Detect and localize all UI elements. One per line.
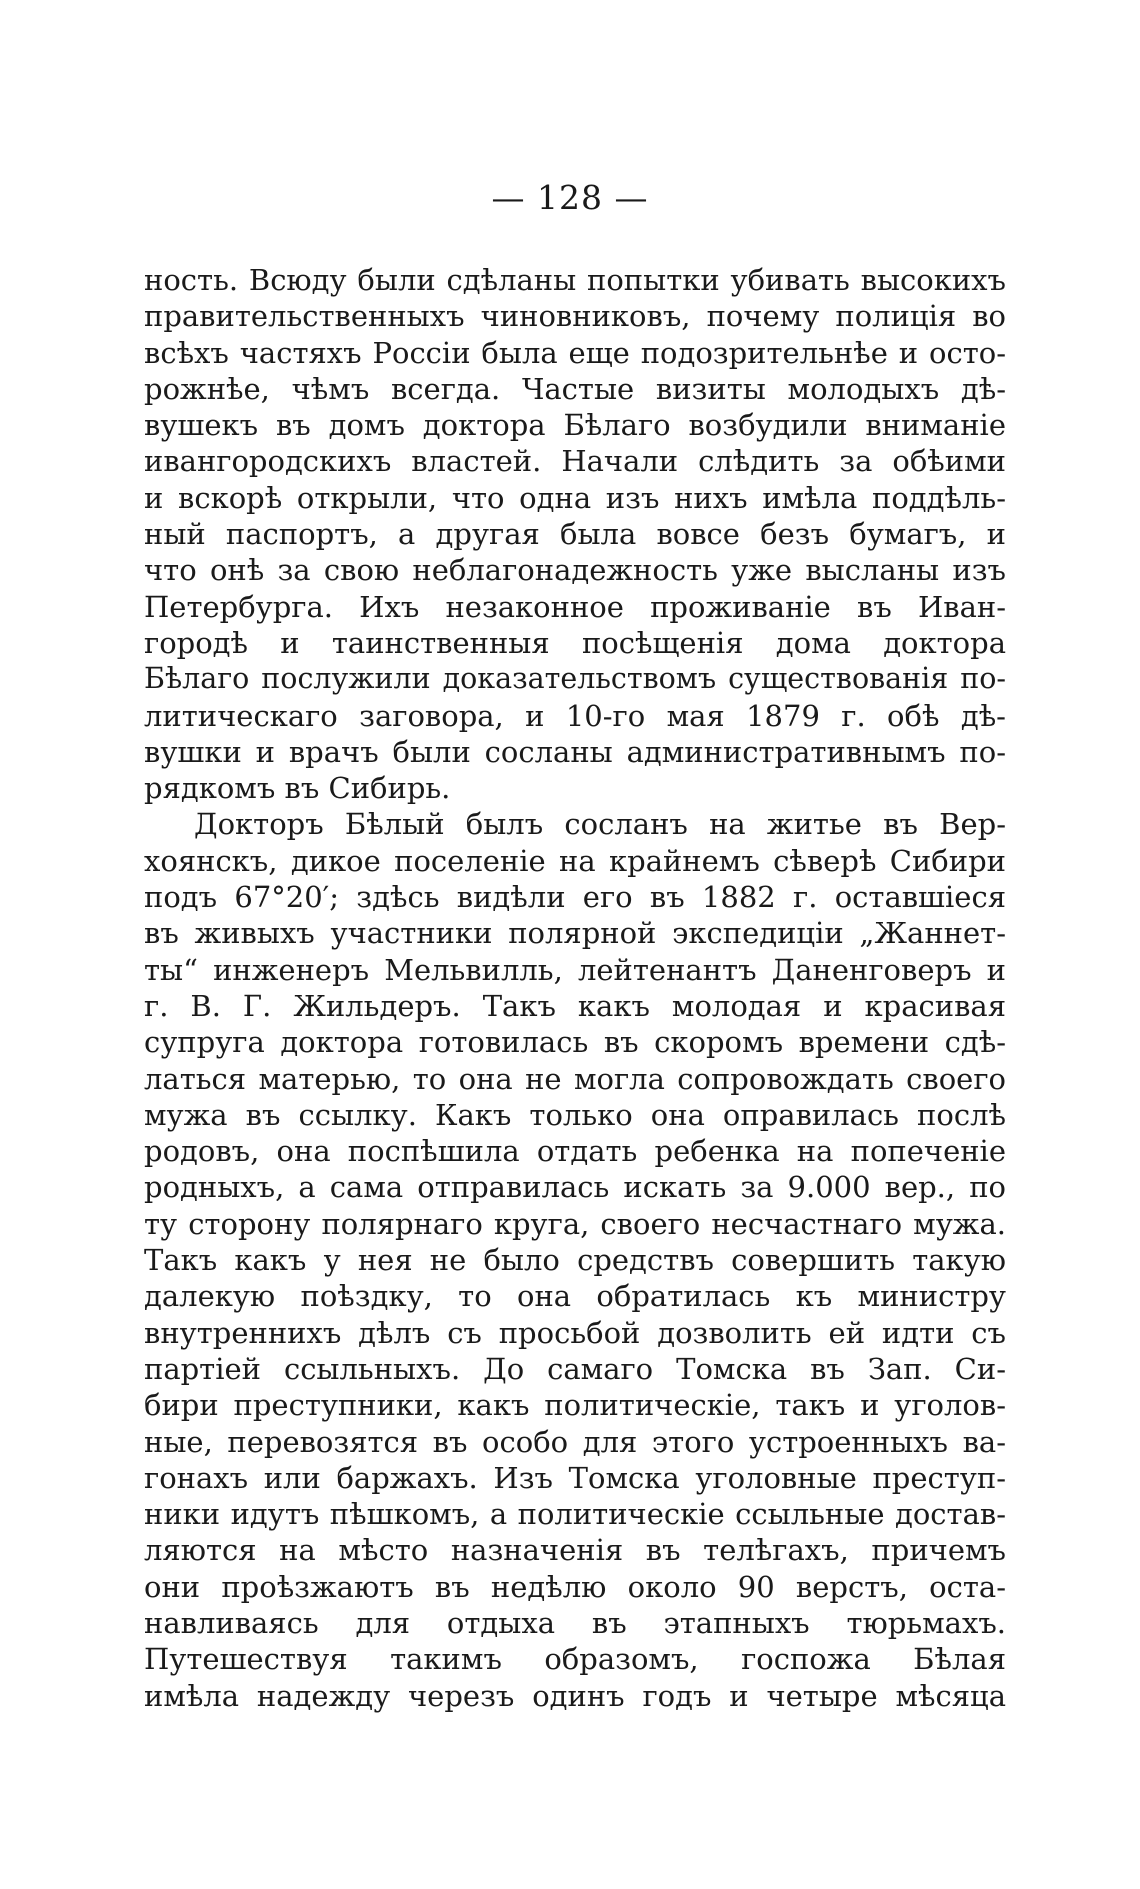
text-line: и вскорѣ открыли, что одна изъ нихъ имѣла поддѣль- bbox=[144, 480, 1006, 515]
paragraph-1 bbox=[144, 262, 1006, 806]
text-line: латься матерью, то она не могла сопровождать своего bbox=[144, 1061, 1006, 1096]
text-line: бири преступники, какъ политическіе, такъ и уголов- bbox=[144, 1388, 1006, 1423]
text-line: ный паспортъ, а другая была вовсе безъ бумагъ, и bbox=[144, 517, 1006, 552]
text-line: гонахъ или баржахъ. Изъ Томска уголовные преступ- bbox=[144, 1460, 1006, 1495]
text-line: родовъ, она поспѣшила отдать ребенка на попеченіе bbox=[144, 1134, 1006, 1169]
text-line: ные, перевозятся въ особо для этого устроенныхъ ва- bbox=[144, 1424, 1006, 1459]
text-line: литическаго заговора, и 10-го мая 1879 г. обѣ дѣ- bbox=[144, 698, 1006, 733]
text-line: городѣ и таинственныя посѣщенія дома доктора bbox=[144, 625, 1006, 660]
text-line: навливаясь для отдыха въ этапныхъ тюрьмахъ. bbox=[144, 1605, 1006, 1640]
text-line: мужа въ ссылку. Какъ только она оправилась послѣ bbox=[144, 1097, 1006, 1132]
text-line: г. В. Г. Жильдеръ. Такъ какъ молодая и красивая bbox=[144, 988, 1006, 1023]
text-line: хоянскъ, дикое поселеніе на крайнемъ сѣверѣ Сибири bbox=[144, 843, 1006, 878]
text-line: Такъ какъ у нея не было средствъ совершить такую bbox=[144, 1243, 1006, 1278]
text-line: ивангородскихъ властей. Начали слѣдить за обѣими bbox=[144, 444, 1006, 479]
text-line: Петербурга. Ихъ незаконное проживаніе въ Иван- bbox=[144, 589, 1006, 624]
text-line: вушки и врачъ были сосланы административнымъ по- bbox=[144, 734, 1006, 769]
text-line: всѣхъ частяхъ Россіи была еще подозрительнѣе и осто- bbox=[144, 335, 1006, 370]
text-line: ность. Всюду были сдѣланы попытки убивать высокихъ bbox=[144, 263, 1006, 297]
text-line: рожнѣе, чѣмъ всегда. Частые визиты молодыхъ дѣ- bbox=[144, 371, 1006, 406]
text-line: имѣла надежду черезъ одинъ годъ и четыре мѣсяца bbox=[144, 1678, 1006, 1713]
text-line: Бѣлаго послужили доказательствомъ существованія по- bbox=[144, 662, 1006, 696]
text-line: правительственныхъ чиновниковъ, почему полиція во bbox=[144, 299, 1006, 334]
text-line: рядкомъ въ Сибирь. bbox=[144, 771, 451, 806]
text-line: супруга доктора готовилась въ скоромъ времени сдѣ- bbox=[144, 1025, 1006, 1060]
text-line: родныхъ, а сама отправилась искать за 9.000 вер., по bbox=[144, 1170, 1006, 1205]
text-line: ники идутъ пѣшкомъ, а политическіе ссыльные достав- bbox=[144, 1497, 1006, 1532]
text-line: ту сторону полярнаго круга, своего несчастнаго мужа. bbox=[144, 1206, 1006, 1241]
text-line: Докторъ Бѣлый былъ сосланъ на житье въ Вер- bbox=[194, 807, 1006, 842]
text-line: внутреннихъ дѣлъ съ просьбой дозволить ей идти съ bbox=[144, 1315, 1006, 1350]
page-number: — 128 — bbox=[491, 178, 649, 217]
text-line: ляются на мѣсто назначенія въ телѣгахъ, причемъ bbox=[144, 1533, 1006, 1568]
text-line: далекую поѣздку, то она обратилась къ министру bbox=[144, 1279, 1006, 1314]
body-text bbox=[144, 262, 1006, 1714]
text-line: ты“ инженеръ Мельвилль, лейтенантъ Даненговеръ и bbox=[144, 952, 1006, 987]
text-line: въ живыхъ участники полярной экспедиціи „Жаннет- bbox=[144, 916, 1006, 951]
text-line: вушекъ въ домъ доктора Бѣлаго возбудили вниманіе bbox=[144, 408, 1006, 443]
paragraph-2 bbox=[144, 806, 1006, 1713]
text-line: партіей ссыльныхъ. До самаго Томска въ Зап. Си- bbox=[144, 1351, 1006, 1386]
text-line: подъ 67°20′; здѣсь видѣли его въ 1882 г. оставшіеся bbox=[144, 880, 1006, 915]
text-line: они проѣзжаютъ въ недѣлю около 90 верстъ, оста- bbox=[144, 1569, 1006, 1604]
text-line: Путешествуя такимъ образомъ, госпожа Бѣлая bbox=[144, 1642, 1006, 1677]
text-line: что онѣ за свою неблагонадежность уже высланы изъ bbox=[144, 553, 1006, 588]
